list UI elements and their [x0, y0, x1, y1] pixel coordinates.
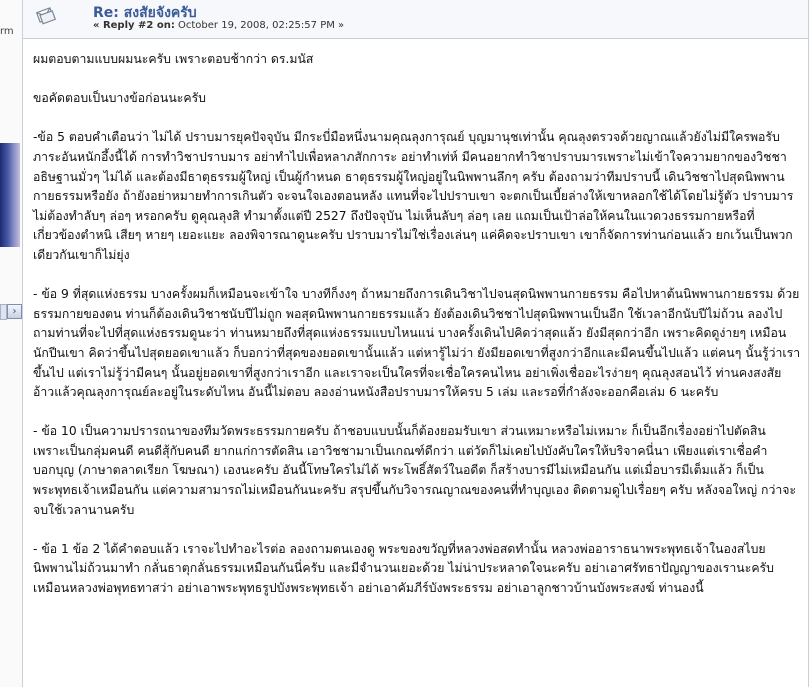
header-rule — [23, 38, 808, 39]
post-paragraph: - ข้อ 1 ข้อ 2 ได้คำตอบแล้ว เราจะไปทำอะไรต่อ ลองถามตนเองดู พระของขวัญที่หลวงพ่อสดทำนั้น หลวงพ่ออาราธนาพระพุทธเจ้าในองสไบยนิพพานไม่ถ้วนมาทำ กลั่นธาตุกลั่นธรรมเหมือนกันนี่ครับ และมีจำนวนเยอะด้วย ไม่น่าประหลาดใจนะครับ อย่าเอาศรัทธาปัญญาของเรานะครับ เหมือนหลวงพ่อพุทธทาสว่า อย่าเอาพระพุทธรูปบังพระพุทธเจ้า อย่าเอาคัมภีร์บังพระธรรม อย่าเอาลูกชาวบ้านบังพระสงฆ์ ท่านองนี้ — [33, 541, 774, 596]
post-paragraph: -ข้อ 5 ตอบคำเตือนว่า ไม่ได้ ปราบมารยุคปัจจุบัน มีกระบี่มือหนึ่งนามคุณลุงการุณย์ บุญมานุชเท่านั้น คุณลุงตรวจด้วยญาณแล้วยังไม่มีใครพอรับภาระอันหนักอึ้งนี้ได้ การทำวิชาปราบมาร อย่าทำไปเพื่อหลาภสักการะ อย่าทำเท่ห์ มีคนอยากทำวิชาปราบมารเพราะไม่เข้าใจความยากของวิชชา อธิษฐานมั่วๆ ไม่ได้ และต้องมีธาตุธรรมผู้ใหญ่ เป็นผู้กำหนด ธาตุธรรมผู้ใหญ่อยู่ในนิพพานลึกๆ ครับ ต้องถามว่าทีมปราบนี้ เดินวิชชาไปสุดนิพพานกายธรรมหรือยัง ถ้ายังอย่าหมายทำการเกินตัว จะจนใจเองตอนหลัง แทนที่จะไปปราบเขา จะตกเป็นเบี้ยล่างให้เขาหลอกใช้ได้โดยไม่รู้ตัว ปราบมารไม่ต้องทำลับๆ ล่อๆ หรอกครับ ดูคุณลุงสิ ทำมาตั้งแต่ปี 2527 ถึงปัจจุบัน ไม่เห็นลับๆ ล่อๆ เลย แถมเป็นเป้าล่อให้คนในแวดวงธรรมกายหรือที่เกี่ยวข้องตำหนิ เสียๆ หายๆ เยอะแยะ ลองพิจารณาดูนะครับ ปราบมารไม่ใช่เรื่องเล่นๆ แค่คิดจะปราบเขา เขาก็จัดการท่านก่อนแล้ว ยกเว้นเป็นพวกเดียวกันเขาก็ไม่ยุ่ง — [33, 130, 794, 262]
post-paragraph: ผมตอบตามแบบผมนะครับ เพราะตอบช้ากว่า ดร.มนัส — [33, 52, 314, 66]
post-paragraph: ขอคัดตอบเป็นบางข้อก่อนนะครับ — [33, 91, 206, 106]
post-meta — [93, 20, 344, 31]
post-title-link[interactable]: Re: สงสัยจังครับ — [93, 5, 197, 21]
post-date: October 19, 2008, 02:25:57 PM » — [178, 20, 345, 31]
post-paragraph: - ข้อ 9 ที่สุดแห่งธรรม บางครั้งผมก็เหมือนจะเข้าใจ บางทีก็งงๆ ถ้าหมายถึงการเดินวิชาไปจนสุดนิพพานกายธรรม คือไปหาต้นนิพพานกายธรรม ด้วยธรรมกายของตน ท่านก็ต้องเดินวิชาชนับปีไม่ถูก พอสุดนิพพานกายธรรมแล้ว ยังต้องเดินวิชชาไปสุดนิพพานเป็นอีก ใช้เวลาอีกนับปีไม่ถ้วน ลองไปถามท่านที่จะไปที่สุดแห่งธรรมดูนะว่า ท่านหมายถึงที่สุดแห่งธรรมแบบไหนแน่ บางครั้งเดินไปคิดว่าสุดแล้ว ยังมีสุดกว่าอีก เพราะคิดดูง่ายๆ เหมือนนักปีนเขา คิดว่าขึ้นไปสุดยอดเขาแล้ว ก็บอกว่าที่สุดของยอดเขานั้นแล้ว แต่หารู้ไม่ว่า ยังมียอดเขาที่สูงกว่าอีกและมีคนขึ้นไปแล้ว แต่คนๆ นั้นรู้ว่าเราขึ้นไป แต่เราไม่รู้ว่ามีคนๆ นั้นอยู่ยอดเขาที่สูงกว่าเราอีก และเราจะเป็นใครที่จะเชื่อใครคนไหน อย่าเพิ่งเชื่ออะไรง่ายๆ คุณลุงสอนไว้ ท่านคงสงสัย อ้าวแล้วคุณลุงการุณย์ละอยู่ในระดับไหน อันนี้ไม่ตอบ ลองอ่านหนังสือปราบมารให้ครบ 5 เล่ม และรอที่กำลังจะออกคือเล่ม 6 นะครับ — [33, 287, 801, 400]
column-divider — [22, 0, 23, 687]
post-paragraph: - ข้อ 10 เป็นความปรารถนาของทีมวัดพระธรรมกายครับ ถ้าชอบแบบนั้นก็ต้องยอมรับเขา ส่วนเหมาะหรือไม่เหมาะ ก็เป็นอีกเรื่องอย่าไปตัดสิน เพราะเป็นกลุ่มคนดี คนดีสุ้กับคนดี ยากแก่การตัดสิน เอาวิชชามาเป็นเกณฑ์ดีกว่า แต่วัดก็ไม่เคยไปบังคับใครให้บริจาคนี่นา เพียงแต่เราเชื่อคำบอกบุญ (ภาษาตลาดเรียก โฆษณา) เองนะครับ อันนี้โทษใครไม่ได้ พระโพธิ์สัตว์ในอดีต ก็สร้างบารมีไม่เหมือนกัน แต่เมื่อบารมีเต็มแล้ว ก็เป็นพระพุทธเจ้าเหมือนกัน แต่ความสามารถไม่เหมือนกันนะครับ สรุปขึ้นกับวิจารณญาณของคนที่ทำบุญเอง ติดตามดูไปเรื่อยๆ ครับ หลังจอใหญ่ กว่าจะจบใช้เวลานานครับ — [33, 424, 797, 517]
right-border — [808, 0, 809, 687]
post-body — [33, 50, 801, 618]
avatar — [0, 143, 20, 247]
author-column-text: rm — [0, 26, 14, 37]
reply-label: « Reply #2 on: — [93, 20, 175, 31]
arrow-right-icon[interactable]: › — [7, 304, 22, 319]
profile-icon[interactable] — [0, 304, 7, 320]
author-action-icons — [0, 303, 22, 319]
post-envelope-icon — [35, 5, 57, 27]
author-column — [0, 0, 22, 687]
